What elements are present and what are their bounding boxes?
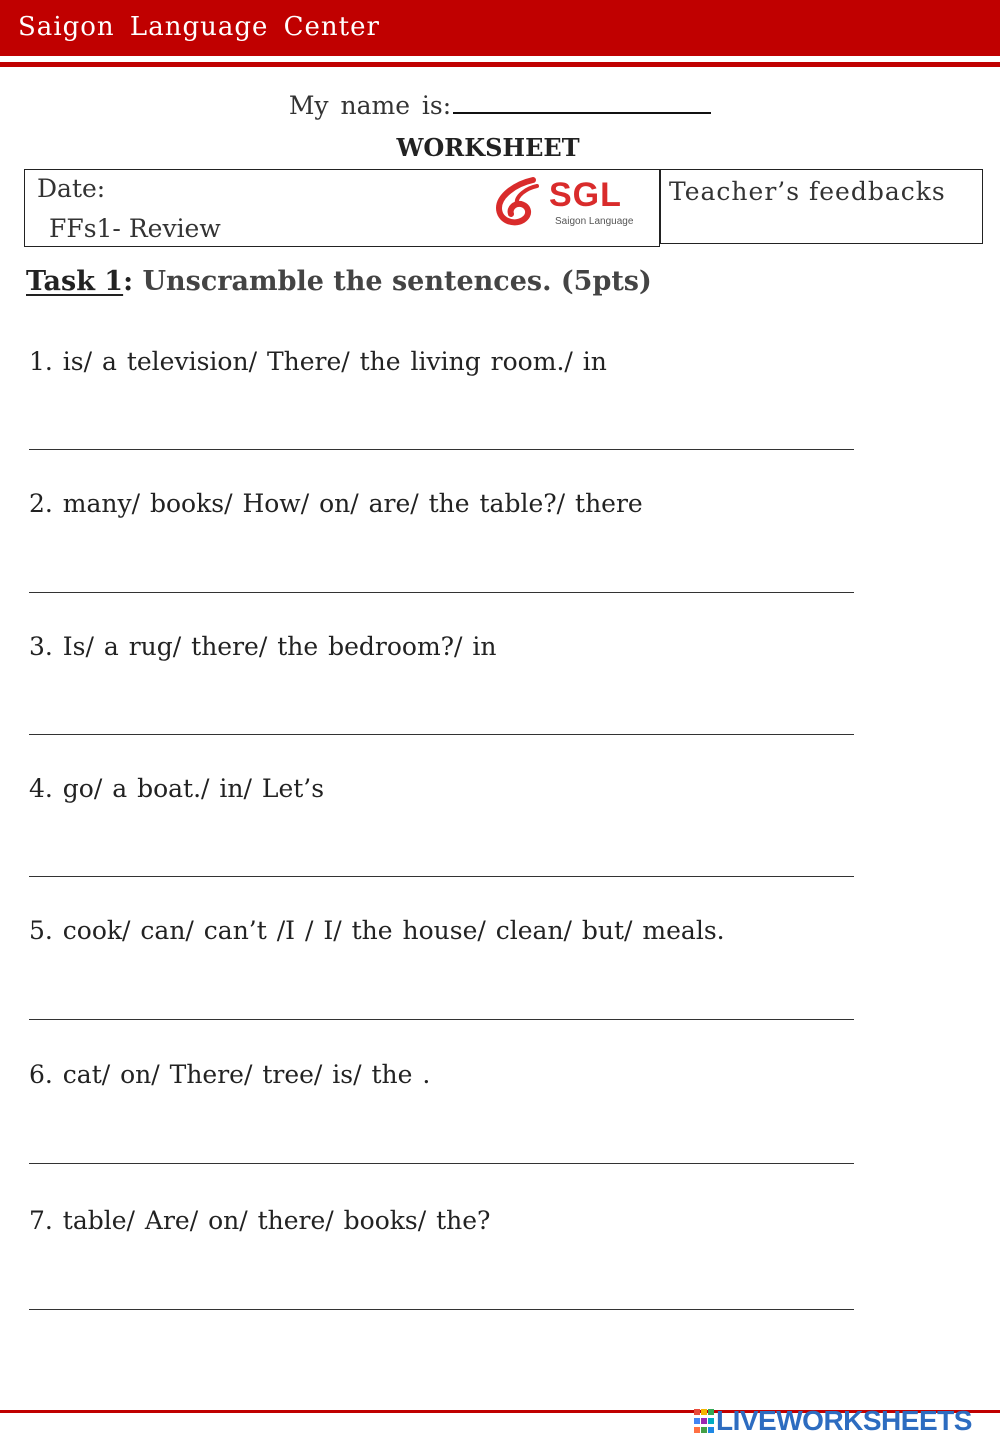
logo-subtext: Saigon Language [555,216,634,227]
sgl-logo [493,174,653,232]
answer-line-7[interactable] [29,1309,854,1310]
date-label: Date: [37,174,106,203]
answer-line-5[interactable] [29,1019,854,1020]
answer-line-1[interactable] [29,449,854,450]
task-heading [26,266,652,297]
name-prompt: My name is: [288,91,452,120]
answer-line-2[interactable] [29,592,854,593]
question-1: 1. is/ a television/ There/ the living room./ in [29,347,607,376]
task-label: Task 1 [26,266,124,297]
info-box [24,169,660,247]
header-title: Saigon Language Center [18,12,380,42]
worksheet-title: WORKSHEET [396,133,580,162]
feedback-box [660,169,983,244]
answer-line-3[interactable] [29,734,854,735]
feedback-label: Teacher’s feedbacks [669,177,946,206]
question-3: 3. Is/ a rug/ there/ the bedroom?/ in [29,632,497,661]
liveworksheets-text: LIVEWORKSHEETS [716,1405,972,1436]
question-2: 2. many/ books/ How/ on/ are/ the table?/ there [29,489,643,518]
task-separator: : [123,266,134,297]
question-7: 7. table/ Are/ on/ there/ books/ the? [29,1206,491,1235]
header-divider [0,62,1000,67]
logo-text: SGL [549,176,622,214]
question-4: 4. go/ a boat./ in/ Let’s [29,774,325,803]
sgl-swirl-icon [493,174,549,232]
task-instruction: Unscramble the sentences. (5pts) [142,266,652,297]
liveworksheets-blocks-icon [694,1409,714,1433]
liveworksheets-logo[interactable] [694,1406,994,1436]
name-blank[interactable] [453,86,711,114]
answer-line-6[interactable] [29,1163,854,1164]
question-6: 6. cat/ on/ There/ tree/ is/ the . [29,1060,431,1089]
lesson-title: FFs1- Review [49,214,221,243]
question-5: 5. cook/ can/ can’t /I / I/ the house/ clean/ but/ meals. [29,916,725,945]
name-line [0,86,1000,120]
header-band [0,0,1000,56]
answer-line-4[interactable] [29,876,854,877]
